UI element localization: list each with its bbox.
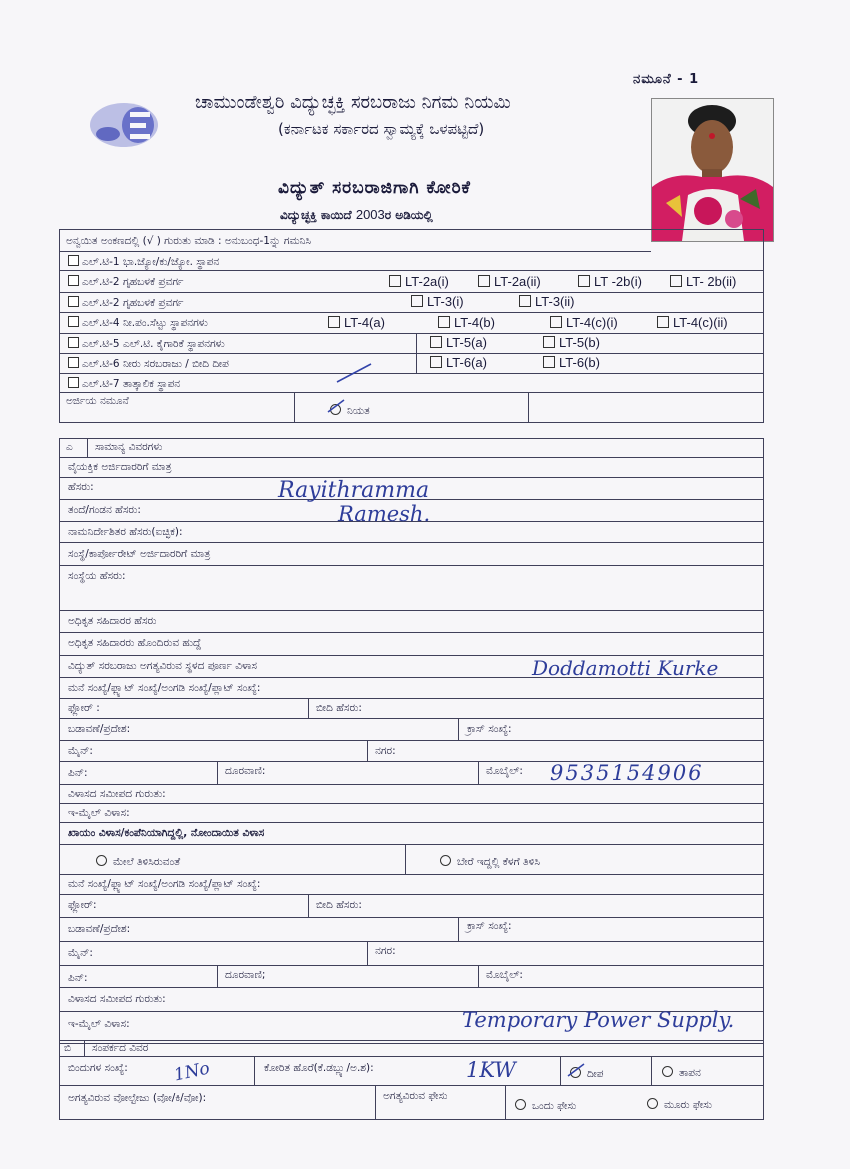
option-lt4c-ii[interactable]: LT-4(c)(ii) — [657, 315, 728, 330]
application-type-regular[interactable]: ನಿಯತ — [330, 404, 370, 417]
perm-phone-label: ದೂರವಾಣಿ; — [225, 969, 266, 981]
house-number-label: ಮನೆ ಸಂಖ್ಯೆ/ಫ್ಲ್ಯಾಟ್ ಸಂಖ್ಯೆ/ಅಂಗಡಿ ಸಂಖ್ಯೆ/ಪ್ಲಾಟ್ ಸಂಖ್ಯೆ: — [68, 682, 261, 694]
subtitle-year: 2003 — [355, 207, 385, 222]
section-a-letter: ಎ — [66, 441, 73, 453]
heating-option[interactable]: ತಾಪನ — [662, 1066, 701, 1079]
voltage-label: ಅಗತ್ಯವಿರುವ ವೋಲ್ಟೇಜು (ವೋ/ಕಿ/ವೋ): — [68, 1092, 207, 1104]
points-label: ಬಿಂದುಗಳ ಸಂಖ್ಯೆ: — [68, 1062, 128, 1074]
option-lt4a[interactable]: LT-4(a) — [328, 315, 385, 330]
individual-only-label: ವೈಯಕ್ತಿಕ ಅರ್ಜಿದಾರರಿಗೆ ಮಾತ್ರ — [68, 461, 172, 473]
option-lt5a[interactable]: LT-5(a) — [430, 335, 487, 350]
area-label: ಬಡಾವಣೆ/ಪ್ರದೇಶ: — [68, 723, 131, 735]
perm-area-label: ಬಡಾವಣೆ/ಪ್ರದೇಶ: — [68, 923, 131, 935]
option-lt6a[interactable]: LT-6(a) — [430, 355, 487, 370]
tariff-row-lt1[interactable]: ಎಲ್.ಟಿ-1 ಭಾ.ಜ್ಯೋ/ಕು/ಜ್ಯೋ. ಸ್ಥಾಪನ — [68, 255, 219, 268]
name-label: ಹೆಸರು: — [68, 481, 94, 493]
ownership-note: (ಕರ್ನಾಟಕ ಸರ್ಕಾರದ ಸ್ವಾಮ್ಯಕ್ಕೆ ಒಳಪಟ್ಟಿದೆ) — [278, 120, 485, 138]
lt1-checkbox[interactable] — [68, 255, 79, 266]
option-lt5b[interactable]: LT-5(b) — [543, 335, 600, 350]
perm-cross-label: ಕ್ರಾಸ್ ಸಂಖ್ಯೆ: — [467, 920, 512, 932]
tariff-row-lt2-b[interactable]: ಎಲ್.ಟಿ-2 ಗೃಹಬಳಕೆ ಪ್ರವರ್ಗ — [68, 296, 183, 309]
option-lt4b[interactable]: LT-4(b) — [438, 315, 495, 330]
floor-label: ಫ್ಲೋರ್ : — [68, 702, 100, 714]
light-tick — [566, 1062, 586, 1078]
corporate-only-label: ಸಂಸ್ಥೆ/ಕಾರ್ಪೋರೇಟ್ ಅರ್ಜಿದಾರರಿಗೆ ಮಾತ್ರ — [68, 548, 211, 560]
lt6-checkbox[interactable] — [68, 357, 79, 368]
tariff-instruction: ಅನ್ವಯಿತ ಅಂಕಣದಲ್ಲಿ (√ ) ಗುರುತು ಮಾಡಿ : ಅನುಬಂಧ-1ನ್ನು ಗಮನಿಸಿ — [66, 235, 311, 247]
org-name-label: ಸಂಸ್ಥೆಯ ಹೆಸರು: — [68, 570, 126, 582]
load-value[interactable]: 1KW — [466, 1058, 516, 1082]
father-name-value[interactable]: Ramesh. — [338, 502, 431, 526]
cross-label: ಕ್ರಾಸ್ ಸಂಖ್ಯೆ: — [467, 723, 512, 735]
perm-mobile-label: ಮೊಬೈಲ್: — [486, 969, 523, 981]
supply-address-label: ವಿದ್ಯುತ್ ಸರಬರಾಜು ಅಗತ್ಯವಿರುವ ಸ್ಥಳದ ಪೂರ್ಣ ವಿಳಾಸ — [68, 660, 257, 672]
same-as-above-option[interactable]: ಮೇಲೆ ತಿಳಿಸಿರುವಂತೆ — [96, 855, 180, 868]
tariff-row-lt7[interactable]: ಎಲ್.ಟಿ-7 ತಾತ್ಕಾಲಿಕ ಸ್ಥಾಪನ — [68, 377, 180, 390]
form-title: ವಿದ್ಯುತ್ ಸರಬರಾಜಿಗಾಗಿ ಕೋರಿಕೆ — [278, 178, 471, 198]
tariff-row-lt5[interactable]: ಎಲ್.ಟಿ-5 ಎಲ್.ಟಿ. ಕೈಗಾರಿಕೆ ಸ್ಥಾಪನಗಳು — [68, 337, 225, 350]
phone-label: ದೂರವಾಣಿ: — [225, 765, 266, 777]
applicant-photo — [651, 98, 774, 242]
load-label: ಕೋರಿತ ಹೊರೆ(ಕೆ.ಡಬ್ಲ್ಯು/ಅ.ಶ): — [264, 1062, 374, 1074]
option-lt2b-i[interactable]: LT -2b(i) — [578, 274, 642, 289]
lt3-checkbox[interactable] — [68, 296, 79, 307]
option-lt6b[interactable]: LT-6(b) — [543, 355, 600, 370]
perm-city-label: ನಗರ: — [375, 945, 396, 957]
tariff-row-lt2-a[interactable]: ಎಲ್.ಟಿ-2 ಗೃಹಬಳಕೆ ಪ್ರವರ್ಗ — [68, 275, 183, 288]
mobile-value[interactable]: 9535154906 — [550, 761, 704, 785]
father-name-label: ತಂದೆ/ಗಂಡನ ಹೆಸರು: — [68, 504, 141, 516]
subtitle-suffix: ರ ಅಡಿಯಲ್ಲಿ — [384, 208, 433, 222]
tariff-row-lt6[interactable]: ಎಲ್.ಟಿ-6 ನೀರು ಸರಬರಾಜು / ಬೀದಿ ದೀಪ — [68, 357, 229, 370]
perm-main-label: ಮೈನ್: — [68, 947, 93, 959]
nominee-label: ನಾಮನಿರ್ದೇಶಿತರ ಹೆಸರು(ಐಚ್ಛಿಕ): — [68, 526, 183, 538]
perm-landmark-label: ವಿಳಾಸದ ಸಮೀಪದ ಗುರುತು: — [68, 993, 166, 1005]
option-lt3-i[interactable]: LT-3(i) — [411, 294, 464, 309]
other-address-option[interactable]: ಬೇರೆ ಇದ್ದಲ್ಲಿ ಕೆಳಗೆ ತಿಳಿಸಿ — [440, 855, 540, 868]
signatory-post-label: ಅಧಿಕೃತ ಸಹಿದಾರರು ಹೊಂದಿರುವ ಹುದ್ದೆ — [68, 637, 202, 649]
single-phase-option[interactable]: ಒಂದು ಫೇಸು — [515, 1099, 576, 1112]
subtitle-prefix: ವಿದ್ಯುಚ್ಛಕ್ತಿ ಕಾಯಿದೆ — [280, 208, 356, 222]
option-lt2a-ii[interactable]: LT-2a(ii) — [478, 274, 541, 289]
tick-mark — [335, 360, 375, 386]
section-b-letter: ಬಿ — [64, 1042, 72, 1054]
tariff-row-lt4[interactable]: ಎಲ್.ಟಿ-4 ನೀ.ಪಂ.ಸೆಟ್ಟು ಸ್ಥಾಪನಗಳು — [68, 316, 208, 329]
pin-label: ಪಿನ್: — [68, 767, 88, 779]
lt2a-checkbox[interactable] — [68, 275, 79, 286]
name-value[interactable]: Rayithramma — [278, 478, 430, 503]
form-subtitle — [280, 207, 433, 223]
perm-email-label: ಇ-ಮೈಲ್ ವಿಳಾಸ: — [68, 1018, 130, 1030]
city-label: ನಗರ: — [375, 745, 396, 757]
option-lt2b-ii[interactable]: LT- 2b(ii) — [670, 274, 736, 289]
permanent-address-label: ಖಾಯಂ ವಿಳಾಸ/ಕಂಪೆನಿಯಾಗಿದ್ದಲ್ಲಿ, ನೋಂದಾಯಿತ ವಿಳಾಸ — [68, 827, 265, 839]
regular-tick — [326, 398, 346, 414]
option-lt3-ii[interactable]: LT-3(ii) — [519, 294, 574, 309]
perm-floor-label: ಫ್ಲೋರ್: — [68, 899, 97, 911]
lt4-checkbox[interactable] — [68, 316, 79, 327]
option-lt4c-i[interactable]: LT-4(c)(i) — [550, 315, 618, 330]
perm-street-label: ಬೀದಿ ಹೆಸರು: — [316, 899, 362, 911]
perm-pin-label: ಪಿನ್: — [68, 972, 88, 984]
lt7-checkbox[interactable] — [68, 377, 79, 388]
perm-email-value[interactable]: Temporary Power Supply. — [462, 1008, 735, 1032]
form-number: ನಮೂನೆ - 1 — [633, 72, 700, 87]
three-phase-option[interactable]: ಮೂರು ಫೇಸು — [647, 1098, 712, 1111]
application-type-label: ಅರ್ಜಿಯ ನಮೂನೆ — [66, 395, 129, 407]
mobile-label: ಮೊಬೈಲ್: — [486, 765, 523, 777]
corporation-name: ಚಾಮುಂಡೇಶ್ವರಿ ವಿದ್ಯುಚ್ಛಕ್ತಿ ಸರಬರಾಜು ನಿಗಮ ನಿಯಮಿ — [195, 92, 511, 113]
main-label: ಮೈನ್: — [68, 745, 93, 757]
option-lt2a-i[interactable]: LT-2a(i) — [389, 274, 449, 289]
cesc-logo — [88, 100, 160, 150]
lt5-checkbox[interactable] — [68, 337, 79, 348]
section-b-title: ಸಂಪರ್ಕದ ವಿವರ — [92, 1042, 149, 1054]
signatory-name-label: ಅಧಿಕೃತ ಸಹಿದಾರರ ಹೆಸರು — [68, 615, 157, 627]
perm-house-number-label: ಮನೆ ಸಂಖ್ಯೆ/ಫ್ಲ್ಯಾಟ್ ಸಂಖ್ಯೆ/ಅಂಗಡಿ ಸಂಖ್ಯೆ/ಪ್ಲಾಟ್ ಸಂಖ್ಯೆ: — [68, 878, 261, 890]
light-option[interactable]: ದೀಪ — [570, 1067, 604, 1080]
phase-label: ಅಗತ್ಯವಿರುವ ಫೇಸು — [383, 1090, 448, 1102]
supply-address-value[interactable]: Doddamotti Kurke — [532, 656, 719, 680]
points-value[interactable]: 1No — [172, 1058, 212, 1086]
landmark-label: ವಿಳಾಸದ ಸಮೀಪದ ಗುರುತು: — [68, 788, 166, 800]
email-label: ಇ-ಮೈಲ್ ವಿಳಾಸ: — [68, 807, 130, 819]
section-a-title: ಸಾಮಾನ್ಯ ವಿವರಗಳು — [95, 441, 163, 453]
street-label: ಬೀದಿ ಹೆಸರು: — [316, 702, 362, 714]
